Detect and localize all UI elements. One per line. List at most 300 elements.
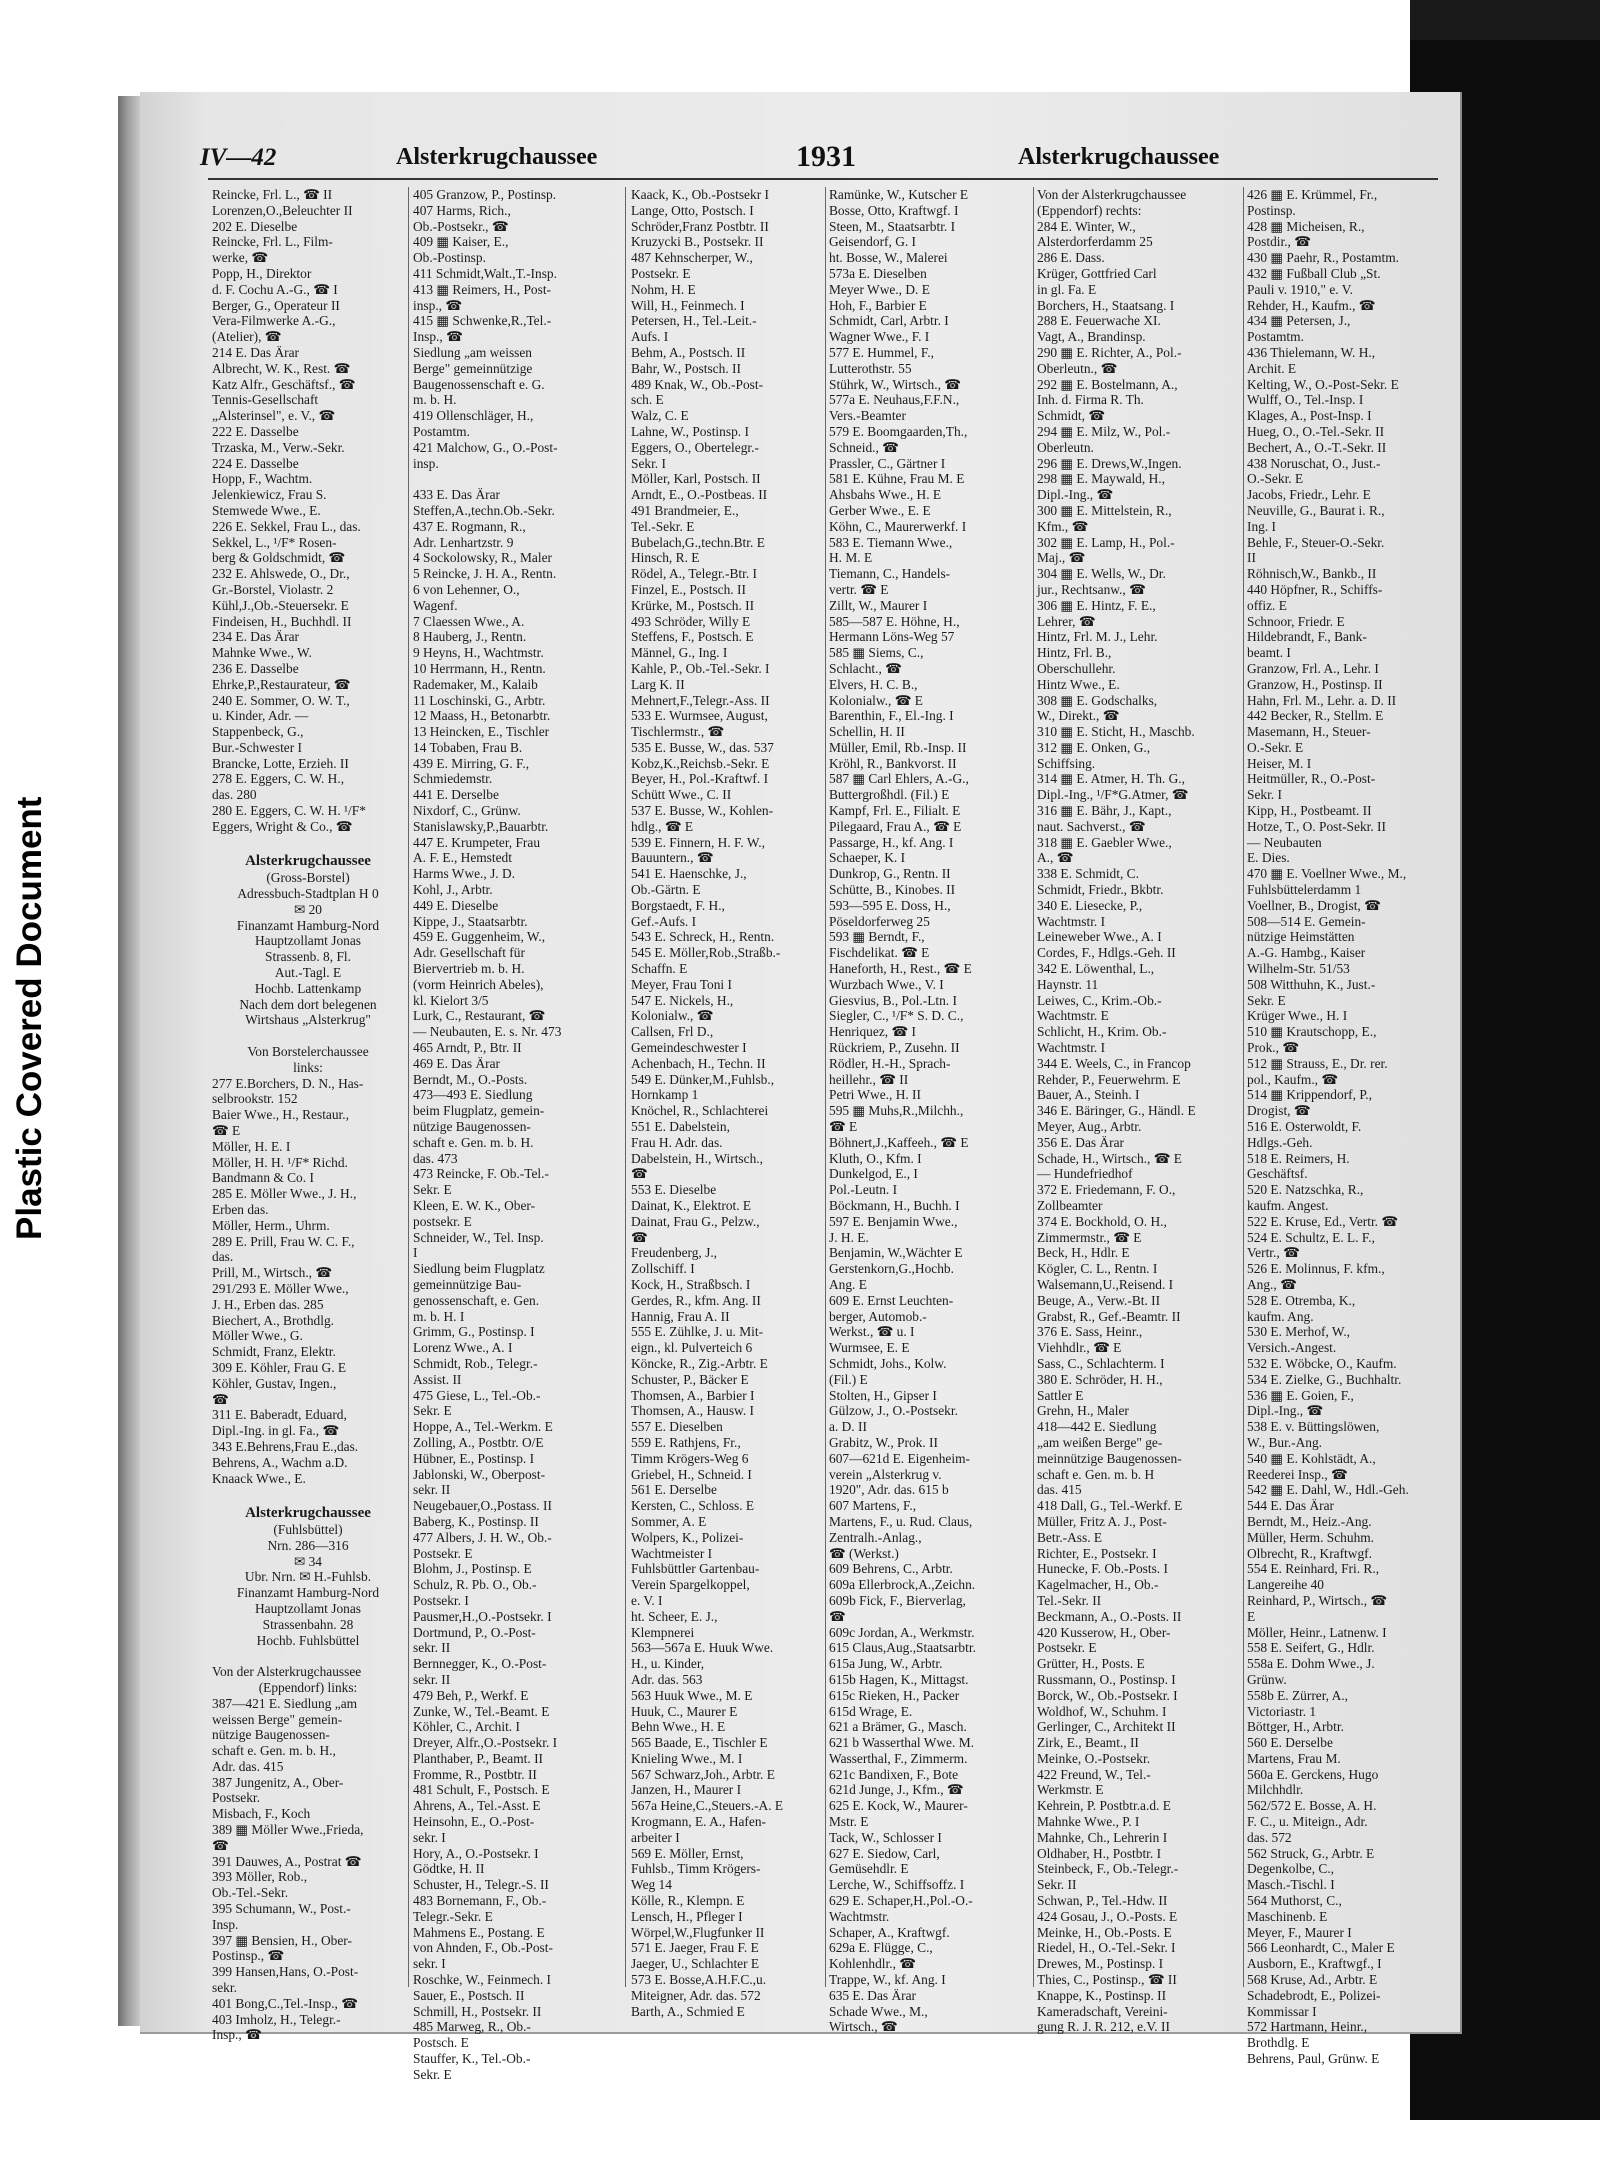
directory-entry-line: Adr. das. 563 [631, 1671, 703, 1687]
directory-entry-line: 572 Hartmann, Heinr., [1247, 2019, 1368, 2035]
directory-entry-line: Wörpel,W.,Flugfunker II [631, 1924, 765, 1940]
directory-entry-line: — Neubauten [1247, 834, 1322, 850]
directory-entry-line: 483 Bornemann, F., Ob.- [413, 1893, 547, 1909]
directory-entry-line: (Atelier), ☎ [212, 329, 282, 345]
directory-entry-line: Richter, E., Postsekr. I [1037, 1545, 1157, 1561]
directory-entry-line: 232 E. Ahlswede, O., Dr., [212, 566, 350, 582]
directory-entry-line: J. H., Erben das. 285 [212, 1296, 324, 1312]
directory-entry-line: 289 E. Prill, Frau W. C. F., [212, 1233, 355, 1249]
directory-entry-line: 607—621d E. Eigenheim- [829, 1450, 970, 1466]
directory-entry-line: Buttergroßhdl. (Fil.) E [829, 787, 950, 803]
directory-entry-line: Mehnert,F.,Telegr.-Ass. II [631, 692, 770, 708]
directory-entry-line: 530 E. Merhof, W., [1247, 1324, 1351, 1340]
directory-entry-line: 428 ▦ Micheisen, R., [1247, 218, 1365, 234]
directory-entry-line: Hermann Löns-Weg 57 [829, 629, 955, 645]
directory-entry-line: Findeisen, H., Buchhdl. II [212, 613, 352, 629]
directory-entry-line: 418 Dall, G., Tel.-Werkf. E [1037, 1498, 1183, 1514]
directory-entry-line: a. D. II [829, 1419, 867, 1435]
directory-entry-line [212, 835, 404, 851]
directory-entry-line: Tel.-Sekr. II [1037, 1592, 1102, 1608]
directory-entry-line: Rückriem, P., Zusehn. II [829, 1040, 960, 1056]
directory-entry-line: Eggers, Wright & Co., ☎ [212, 818, 353, 834]
directory-entry-line: 344 E. Weels, C., in Francop [1037, 1055, 1191, 1071]
directory-entry-line: Callsen, Frl D., [631, 1024, 714, 1040]
directory-entry-line: Kühl,J.,Ob.-Steuersekr. E [212, 597, 349, 613]
directory-entry-line: 415 ▦ Schwenke,R.,Tel.- [413, 313, 552, 329]
directory-entry-line: 308 ▦ E. Godschalks, [1037, 692, 1158, 708]
directory-entry-line: 535 E. Busse, W., das. 537 [631, 739, 774, 755]
directory-entry-line: 539 E. Finnern, H. F. W., [631, 834, 765, 850]
directory-entry-line: Schuster, H., Telegr.-S. II [413, 1877, 549, 1893]
directory-entry-line: 553 E. Dieselbe [631, 1182, 717, 1198]
directory-entry-line: Pol.-Leutn. I [829, 1182, 898, 1198]
directory-entry-line: Hoppe, A., Tel.-Werkm. E [413, 1419, 553, 1435]
directory-entry-line: Zillt, W., Maurer I [829, 597, 928, 613]
directory-entry-line: 387—421 E. Siedlung „am [212, 1695, 358, 1711]
directory-entry-line: Barth, A., Schmied E [631, 2003, 745, 2019]
directory-entry-line: W., Direkt., ☎ [1037, 708, 1120, 724]
directory-entry-line: 302 ▦ E. Lamp, H., Pol.- [1037, 534, 1175, 550]
directory-entry-line: Gerber Wwe., E. E [829, 502, 931, 518]
directory-entry-line: das. 572 [1247, 1829, 1292, 1845]
directory-entry-line: 545 E. Möller,Rob.,Straßb.- [631, 945, 781, 961]
directory-entry-line: Stolten, H., Gipser I [829, 1387, 937, 1403]
directory-entry-line: Rödel, A., Telegr.-Btr. I [631, 566, 758, 582]
directory-entry-line: Schmidt, Rob., Telegr.- [413, 1355, 538, 1371]
directory-entry-line: 489 Knak, W., Ob.-Post- [631, 376, 764, 392]
directory-entry-line: Roschke, W., Feinmech. I [413, 1972, 551, 1988]
directory-entry-line: Verein Spargelkoppel, [631, 1577, 750, 1593]
directory-entry-line: 447 E. Krumpeter, Frau [413, 834, 541, 850]
directory-entry-line: 609 E. Ernst Leuchten- [829, 1292, 954, 1308]
directory-entry-line: 290 ▦ E. Richter, A., Pol.- [1037, 344, 1182, 360]
directory-entry-line: 420 Kusserow, H., Ober- [1037, 1624, 1171, 1640]
directory-entry-line: Neuville, G., Baurat i. R., [1247, 502, 1385, 518]
directory-entry-line: Steinbeck, F., Ob.-Telegr.- [1037, 1861, 1179, 1877]
directory-entry-line: 508 Witthuhn, K., Just.- [1247, 976, 1376, 992]
directory-entry-line: Stauffer, K., Tel.-Ob.- [413, 2051, 531, 2067]
directory-entry-line: Vers.-Beamter [829, 408, 906, 424]
directory-entry-line: Planthaber, P., Beamt. II [413, 1750, 543, 1766]
directory-entry-line: 543 E. Schreck, H., Rentn. [631, 929, 775, 945]
directory-entry-line: 407 Harms, Rich., [413, 202, 511, 218]
directory-entry-line: Hueg, O., O.-Tel.-Sekr. II [1247, 423, 1385, 439]
directory-entry-line: Bur.-Schwester I [212, 739, 302, 755]
directory-entry-line: Olbrecht, R., Kraftwgf. [1247, 1545, 1372, 1561]
directory-entry-line: Kehrein, P. Postbtr.a.d. E [1037, 1798, 1171, 1814]
directory-entry-line: 627 E. Siedow, Carl, [829, 1845, 940, 1861]
directory-entry-line: Assist. II [413, 1371, 462, 1387]
directory-entry-line: Ubr. Nrn. ✉ H.-Fuhlsb. [244, 1569, 372, 1585]
directory-entry-line: 635 E. Das Ärar [829, 1987, 917, 2003]
directory-entry-line: gemeinnützige Bau- [413, 1276, 522, 1292]
directory-entry-line: Wirtsch., ☎ [829, 2019, 898, 2035]
directory-entry-line: Siedlung „am weissen [413, 344, 533, 360]
directory-entry-line: (vorm Heinrich Abeles), [413, 976, 544, 992]
directory-entry-line: Vertr., ☎ [1247, 1245, 1300, 1261]
directory-entry-line: Zollschiff. I [631, 1261, 695, 1277]
directory-entry-line: Werkmstr. E [1037, 1782, 1104, 1798]
directory-entry-line: Wagner Wwe., F. I [829, 329, 930, 345]
directory-entry-line: m. b. H. [413, 392, 457, 408]
directory-entry-line: Steffen,A.,techn.Ob.-Sekr. [413, 502, 555, 518]
directory-entry-line: Archit. E [1247, 360, 1297, 376]
directory-entry-line: Kohlenhdlr., ☎ [829, 1956, 916, 1972]
directory-entry-line: 430 ▦ Paehr, R., Postamtm. [1247, 250, 1399, 266]
directory-entry-line: Walz, C. E [631, 408, 689, 424]
directory-entry-line: 479 Beh, P., Werkf. E [413, 1687, 529, 1703]
directory-entry-line: 621 b Wasserthal Wwe. M. [829, 1735, 974, 1751]
directory-entry-line: 9 Heyns, H., Wachtmstr. [413, 645, 544, 661]
directory-entry-line: 277 E.Borchers, D. N., Has- [212, 1075, 364, 1091]
directory-entry-line: Giesvius, B., Pol.-Ltn. I [829, 992, 957, 1008]
directory-entry-line: Lahne, W., Postinsp. I [631, 423, 749, 439]
directory-entry-line: Oberleutn., ☎ [1037, 360, 1118, 376]
directory-entry-line: selbrookstr. 152 [212, 1091, 298, 1107]
directory-entry-line: Woldhof, W., Schuhm. I [1037, 1703, 1167, 1719]
directory-entry-line: Tack, W., Schlosser I [829, 1829, 942, 1845]
directory-entry-line: 338 E. Schmidt, C. [1037, 866, 1139, 882]
directory-entry-line: O.-Sekr. E [1247, 471, 1304, 487]
directory-entry-line: Wurzbach Wwe., V. I [829, 976, 944, 992]
directory-entry-line: II [1247, 550, 1256, 566]
directory-entry-line: weissen Berge" gemein- [212, 1711, 343, 1727]
directory-entry-line: Mahnke Wwe., W. [212, 645, 312, 661]
directory-entry-line: Ob.-Gärtn. E [631, 882, 701, 898]
directory-entry-line: 214 E. Das Ärar [212, 344, 300, 360]
book-binding-shadow [118, 96, 140, 2026]
directory-entry-line: Brancke, Lotte, Erzieh. II [212, 755, 349, 771]
directory-entry-line: 585—587 E. Höhne, H., [829, 613, 960, 629]
directory-entry-line: Röhnisch,W., Bankb., II [1247, 566, 1377, 582]
directory-entry-line: Kaack, K., Ob.-Postsekr I [631, 187, 769, 202]
directory-entry-line: Maj., ☎ [1037, 550, 1086, 566]
directory-entry-line: Gerlinger, C., Architekt II [1037, 1719, 1176, 1735]
directory-entry-line: sekr. II [413, 1640, 451, 1656]
directory-entry-line: Passarge, H., kf. Ang. I [829, 834, 954, 850]
directory-entry-line: Betr.-Ass. E [1037, 1529, 1103, 1545]
directory-entry-line: 532 E. Wöbcke, O., Kaufm. [1247, 1355, 1397, 1371]
directory-entry-line: Wachtmstr. I [1037, 1040, 1106, 1056]
directory-entry-line: Schellin, H. II [829, 724, 905, 740]
directory-entry-line: Knaack Wwe., E. [212, 1470, 306, 1486]
directory-entry-line: Berndt, M., O.-Posts. [413, 1071, 528, 1087]
directory-entry-line: 559 E. Rathjens, Fr., [631, 1434, 741, 1450]
directory-entry-line: Dainat, Frau G., Pelzw., [631, 1213, 760, 1229]
street-heading-left: Alsterkrugchaussee [396, 144, 598, 170]
directory-entry-line: Meyer Wwe., D. E [829, 281, 930, 297]
directory-entry-line: Adressbuch-Stadtplan H 0 [237, 886, 379, 902]
directory-entry-line: 13 Heincken, E., Tischler [413, 724, 550, 740]
directory-entry-line: Granzow, H., Postinsp. II [1247, 676, 1383, 692]
directory-entry-line: offiz. E [1247, 597, 1287, 613]
directory-entry-line: Heinsohn, E., O.-Post- [413, 1814, 535, 1830]
directory-entry-line: 541 E. Haenschke, J., [631, 866, 747, 882]
directory-entry-line: Beckmann, A., O.-Posts. II [1037, 1608, 1182, 1624]
directory-entry-line: 554 E. Reinhard, Fri. R., [1247, 1561, 1380, 1577]
directory-entry-line: 512 ▦ Strauss, E., Dr. rer. [1247, 1055, 1388, 1071]
directory-entry-line: Petersen, H., Tel.-Leit.- [631, 313, 757, 329]
directory-entry-line: eign., kl. Pulverteich 6 [631, 1340, 753, 1356]
directory-column-4 [829, 187, 1029, 2035]
directory-entry-line: Hinsch, R. E [631, 550, 700, 566]
directory-entry-line: O.-Sekr. E [1247, 739, 1304, 755]
directory-entry-line: 621d Junge, J., Kfm., ☎ [829, 1782, 964, 1798]
directory-entry-line: 440 Höpfner, R., Schiffs- [1247, 581, 1383, 597]
directory-entry-line: F. C., u. Miteign., Adr. [1247, 1814, 1368, 1830]
directory-entry-line: Beyer, H., Pol.-Kraftwf. I [631, 771, 769, 787]
directory-entry-line: das. [212, 1249, 234, 1265]
directory-entry-line: Hdlgs.-Geh. [1247, 1134, 1313, 1150]
column-divider [1033, 187, 1034, 1987]
directory-entry-line: hdlg., ☎ E [631, 818, 694, 834]
directory-entry-line: Borgstaedt, F. H., [631, 897, 725, 913]
directory-entry-line: Bernnegger, K., O.-Post- [413, 1656, 547, 1672]
directory-entry-line: Langereihe 40 [1247, 1577, 1324, 1593]
directory-entry-line: Rehder, H., Kaufm., ☎ [1247, 297, 1376, 313]
directory-entry-line: Schiffsing. [1037, 755, 1096, 771]
directory-entry-line: 526 E. Molinnus, F. kfm., [1247, 1261, 1385, 1277]
directory-entry-line: Baberg, K., Postinsp. II [413, 1513, 539, 1529]
directory-entry-line: Schmidt, Friedr., Bkbtr. [1037, 882, 1164, 898]
directory-entry-line: Fromme, R., Postbtr. II [413, 1766, 537, 1782]
directory-entry-line: Klempnerei [631, 1624, 695, 1640]
directory-entry-line: 615c Rieken, H., Packer [829, 1687, 960, 1703]
directory-entry-line: Meinke, O.-Postsekr. [1037, 1750, 1151, 1766]
directory-entry-line: 609a Ellerbrock,A.,Zeichn. [829, 1577, 976, 1593]
directory-entry-line: Hornkamp 1 [631, 1087, 699, 1103]
directory-entry-line: Möller Wwe., G. [212, 1328, 303, 1344]
directory-entry-line: 528 E. Otremba, K., [1247, 1292, 1356, 1308]
directory-entry-line: 1920", Adr. das. 615 b [829, 1482, 949, 1498]
directory-entry-line: Pöseldorferweg 25 [829, 913, 930, 929]
directory-entry-line: sch. E [631, 392, 664, 408]
directory-entry-line: Lehrer, ☎ [1037, 613, 1096, 629]
directory-entry-line: ☎ (Werkst.) [829, 1545, 899, 1561]
directory-column-2 [413, 187, 621, 2082]
directory-entry-line: Stanislawsky,P.,Bauarbtr. [413, 818, 549, 834]
directory-entry-line: Adr. Lenhartzstr. 9 [413, 534, 514, 550]
directory-entry-line: Lutterothstr. 55 [829, 360, 912, 376]
directory-entry-line: 558 E. Seifert, G., Hdlr. [1247, 1640, 1375, 1656]
directory-entry-line: 278 E. Eggers, C. W. H., [212, 771, 345, 787]
directory-entry-line: 294 ▦ E. Milz, W., Pol.- [1037, 423, 1171, 439]
directory-entry-line: Hunecke, F. Ob.-Posts. I [1037, 1561, 1168, 1577]
directory-entry-line: Tennis-Gesellschaft [212, 392, 319, 408]
directory-entry-line: Prassler, C., Gärtner I [829, 455, 946, 471]
directory-entry-line: 621 a Brämer, G., Masch. [829, 1719, 967, 1735]
directory-entry-line: Eggers, O., Obertelegr.- [631, 439, 759, 455]
directory-entry-line: Grütter, H., Posts. E [1037, 1656, 1145, 1672]
column-divider [1243, 187, 1244, 1987]
directory-entry-line: 316 ▦ E. Bähr, J., Kapt., [1037, 803, 1172, 819]
directory-entry-line: Zolling, A., Postbtr. O/E [413, 1434, 544, 1450]
directory-entry-line: 469 E. Das Ärar [413, 1055, 501, 1071]
directory-entry-line: genossenschaft, e. Gen. [413, 1292, 540, 1308]
directory-entry-line: Meinke, H., Ob.-Posts. E [1037, 1924, 1172, 1940]
directory-entry-line: Postamtm. [413, 423, 470, 439]
directory-entry-line: 343 E.Behrens,Frau E.,das. [212, 1438, 359, 1454]
directory-entry-line: Dipl.-Ing. in gl. Fa., ☎ [212, 1423, 340, 1439]
directory-entry-line: Schmidt, Carl, Arbtr. I [829, 313, 949, 329]
directory-entry-line: beim Flugplatz, gemein- [413, 1103, 545, 1119]
directory-entry-line: Böttger, H., Arbtr. [1247, 1719, 1344, 1735]
directory-entry-line: Schneider, W., Tel. Insp. [413, 1229, 544, 1245]
street-heading-right: Alsterkrugchaussee [1018, 144, 1220, 170]
directory-entry-line: Möller, H. H. ¹/F* Richd. [212, 1154, 348, 1170]
directory-entry-line: d. F. Cochu A.-G., ☎ I [212, 281, 338, 297]
directory-entry-line: 522 E. Kruse, Ed., Vertr. ☎ [1247, 1213, 1399, 1229]
directory-entry-line: Hintz, Frl. M. J., Lehr. [1037, 629, 1158, 645]
directory-entry-line: 473 Reincke, F. Ob.-Tel.- [413, 1166, 549, 1182]
directory-entry-line: Steffens, F., Postsch. E [631, 629, 754, 645]
directory-entry-line: „am weißen Berge" ge- [1037, 1434, 1163, 1450]
directory-entry-line: Von der Alsterkrugchaussee [1037, 187, 1187, 202]
directory-entry-line: Gemüsehdlr. E [829, 1861, 909, 1877]
directory-entry-line: 524 E. Schultz, E. L. F., [1247, 1229, 1375, 1245]
directory-entry-line: 557 E. Dieselben [631, 1419, 723, 1435]
directory-entry-line: ht. Scheer, E. J., [631, 1608, 718, 1624]
directory-entry-line: Dainat, K., Elektrot. E [631, 1198, 752, 1213]
directory-entry-line: Hintz Wwe., E. [1037, 676, 1120, 692]
directory-entry-line: Bauer, A., Steinh. I [1037, 1087, 1140, 1103]
directory-entry-line: 413 ▦ Reimers, H., Post- [413, 281, 551, 297]
directory-entry-line: 558a E. Dohm Wwe., J. [1247, 1656, 1375, 1672]
directory-entry-line: 8 Hauberg, J., Rentn. [413, 629, 527, 645]
directory-entry-line: Sauer, E., Postsch. II [413, 1987, 525, 2003]
directory-entry-line: 292 ▦ E. Bostelmann, A., [1037, 376, 1178, 392]
directory-entry-line: Alsterdorferdamm 25 [1037, 234, 1153, 250]
directory-entry-line: 487 Kehnscherper, W., [631, 250, 753, 266]
directory-entry-line: berger, Automob.- [829, 1308, 927, 1324]
directory-column-3 [631, 187, 821, 2019]
directory-entry-line: Jaeger, U., Schlachter E [631, 1956, 760, 1972]
directory-entry-line: Schröder,Franz Postbtr. II [631, 218, 769, 234]
directory-column-1 [212, 187, 404, 2043]
directory-entry-line: Rademaker, M., Kalaib [413, 676, 538, 692]
directory-entry-line: Baier Wwe., H., Restaur., [212, 1107, 349, 1123]
directory-entry-line: 236 E. Dasselbe [212, 660, 299, 676]
directory-entry-line: Mahmens E., Postang. E [413, 1924, 545, 1940]
directory-entry-line: ☎ E [212, 1123, 241, 1139]
directory-entry-line: 312 ▦ E. Onken, G., [1037, 739, 1151, 755]
directory-entry-line: 306 ▦ E. Hintz, F. E., [1037, 597, 1156, 613]
directory-entry-line: 284 E. Winter, W., [1037, 218, 1136, 234]
directory-entry-line: Bechert, A., O.-T.-Sekr. II [1247, 439, 1387, 455]
directory-entry-line: Strassenbahn. 28 [262, 1616, 354, 1632]
directory-entry-line: Behle, F., Steuer-O.-Sekr. [1247, 534, 1385, 550]
directory-entry-line: Reinhard, P., Wirtsch., ☎ [1247, 1592, 1388, 1608]
directory-entry-line: 542 ▦ E. Dahl, W., Hdl.-Geh. [1247, 1482, 1409, 1498]
directory-entry-line: 621c Bandixen, F., Bote [829, 1766, 959, 1782]
directory-entry-line: 581 E. Kühne, Frau M. E [829, 471, 965, 487]
directory-entry-line: Kölle, R., Klempn. E [631, 1893, 745, 1909]
directory-entry-line: (Fuhlsbüttel) [273, 1521, 343, 1537]
directory-entry-line: Sommer, A. E [631, 1513, 707, 1529]
directory-entry-line: A. F. E., Hemstedt [413, 850, 512, 866]
directory-entry-line: 537 E. Busse, W., Kohlen- [631, 803, 774, 819]
directory-entry-line: 562 Struck, G., Arbtr. E [1247, 1845, 1375, 1861]
directory-entry-line: Sekr. II [1037, 1877, 1077, 1893]
directory-entry-line: 629 E. Schaper,H.,Pol.-O.- [829, 1893, 973, 1909]
directory-entry-line: sekr. [212, 1980, 237, 1996]
directory-entry-line: Schnoor, Friedr. E [1247, 613, 1345, 629]
directory-entry-line: Ramünke, W., Kutscher E [829, 187, 969, 202]
directory-entry-line: Inh. d. Firma R. Th. [1037, 392, 1144, 408]
directory-entry-line: Leiwes, C., Krim.-Ob.- [1037, 992, 1162, 1008]
directory-entry-line: 438 Noruschat, O., Just.- [1247, 455, 1381, 471]
directory-entry-line: gung R. J. R. 212, e.V. II [1037, 2019, 1170, 2035]
directory-entry-line: 280 E. Eggers, C. W. H. ¹/F* [212, 803, 366, 819]
directory-entry-line: 597 E. Benjamin Wwe., [829, 1213, 958, 1229]
directory-entry-line: E [1247, 1608, 1256, 1624]
directory-entry-line: 568 Kruse, Ad., Arbtr. E [1247, 1972, 1378, 1988]
directory-entry-line: 10 Herrmann, H., Rentn. [413, 660, 546, 676]
directory-entry-line: 629a E. Flügge, C., [829, 1940, 933, 1956]
directory-entry-line: ☎ [829, 1608, 846, 1624]
directory-entry-line: Telegr.-Sekr. E [413, 1908, 493, 1924]
directory-entry-line: u. Kinder, Adr. — [212, 708, 309, 724]
directory-entry-line: Erben das. [212, 1202, 269, 1217]
directory-entry-line: Stappenbeck, G., [212, 724, 304, 740]
directory-entry-line: Wasserthal, F., Zimmerm. [829, 1750, 968, 1766]
directory-entry-line: Kommissar I [1247, 2003, 1317, 2019]
column-divider [825, 187, 826, 1987]
directory-entry-line: Lurk, C., Restaurant, ☎ [413, 1008, 546, 1024]
directory-entry-line: Gödtke, H. II [413, 1861, 485, 1877]
directory-entry-line: 403 Imholz, H., Telegr.- [212, 2011, 341, 2027]
directory-entry-line: Strassenb. 8, Fl. [265, 949, 351, 965]
directory-entry-line: Prok., ☎ [1247, 1040, 1300, 1056]
directory-entry-line: Nixdorf, C., Grünw. [413, 803, 521, 819]
directory-entry-line: sekr. I [413, 1829, 446, 1845]
directory-entry-line: Wachtmeister I [631, 1545, 713, 1561]
directory-entry-line: 585 ▦ Siems, C., [829, 645, 924, 661]
directory-entry-line: Dipl.-Ing., ¹/F*G.Atmer, ☎ [1037, 787, 1189, 803]
directory-entry-line: Blohm, J., Postinsp. E [413, 1561, 532, 1577]
directory-entry-line: Gerdes, R., kfm. Ang. II [631, 1292, 761, 1308]
directory-entry-line: Trappe, W., kf. Ang. I [829, 1972, 946, 1988]
directory-entry-line: Granzow, Frl. A., Lehr. I [1247, 660, 1379, 676]
directory-entry-line: Hahn, Frl. M., Lehr. a. D. II [1247, 692, 1397, 708]
directory-entry-line: 562/572 E. Bosse, A. H. [1247, 1798, 1377, 1814]
directory-entry-line: Schmidt, Johs., Kolw. [829, 1355, 947, 1371]
directory-entry-line: ✉ 34 [294, 1553, 322, 1569]
directory-entry-line: 7 Claessen Wwe., A. [413, 613, 525, 629]
directory-entry-line: Stührk, W., Wirtsch., ☎ [829, 376, 961, 392]
directory-entry-line: Milchhdlr. [1247, 1782, 1304, 1798]
directory-entry-line: — Hundefriedhof [1037, 1166, 1133, 1182]
directory-entry-line: Zirk, E., Beamt., II [1037, 1735, 1139, 1751]
directory-entry-line: postsekr. E [413, 1213, 472, 1229]
directory-entry-line: Kersten, C., Schloss. E [631, 1498, 755, 1514]
directory-entry-line: Dabelstein, H., Wirtsch., [631, 1150, 763, 1166]
directory-entry-line: Müller, Emil, Rb.-Insp. II [829, 739, 967, 755]
directory-entry-line: nützige Baugenossen- [413, 1119, 531, 1135]
directory-entry-line: das. 415 [1037, 1482, 1082, 1498]
directory-entry-line: Henriquez, ☎ I [829, 1024, 916, 1040]
directory-entry-line: Bauuntern., ☎ [631, 850, 714, 866]
directory-entry-line: insp. [413, 455, 439, 471]
directory-entry-line: 508—514 E. Gemein- [1247, 913, 1366, 929]
directory-entry-line: Thomsen, A., Hausw. I [631, 1403, 754, 1419]
directory-entry-line: Ang., ☎ [1247, 1276, 1297, 1292]
directory-entry-line: 14 Tobaben, Frau B. [413, 739, 523, 755]
directory-entry-line: Rehder, P., Feuerwehrm. E [1037, 1071, 1181, 1087]
directory-entry-line: Pilegaard, Frau A., ☎ E [829, 818, 962, 834]
directory-entry-line: 577a E. Neuhaus,F.F.N., [829, 392, 960, 408]
directory-entry-line: 314 ▦ E. Atmer, H. Th. G., [1037, 771, 1185, 787]
